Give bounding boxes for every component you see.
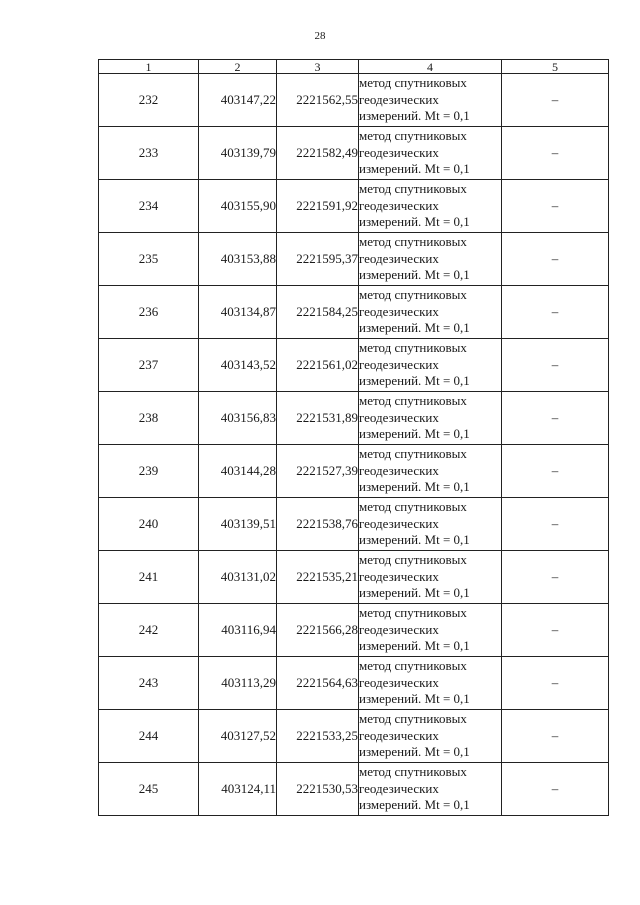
method-line: измерений. Mt = 0,1 bbox=[359, 691, 470, 707]
method-line: геодезических bbox=[359, 356, 439, 372]
method-line: геодезических bbox=[359, 674, 439, 690]
method-line: измерений. Mt = 0,1 bbox=[359, 479, 470, 495]
method-line: метод спутниковых bbox=[359, 287, 467, 303]
x-coordinate-cell: 403155,90 bbox=[199, 180, 277, 233]
x-coordinate-cell: 403143,52 bbox=[199, 339, 277, 392]
note-cell: – bbox=[502, 180, 609, 233]
table-row bbox=[99, 180, 609, 233]
method-cell bbox=[359, 763, 502, 816]
method-line: геодезических bbox=[359, 515, 439, 531]
method-line: геодезических bbox=[359, 91, 439, 107]
method-cell bbox=[359, 498, 502, 551]
note-cell: – bbox=[502, 445, 609, 498]
note-cell: – bbox=[502, 233, 609, 286]
method-line: измерений. Mt = 0,1 bbox=[359, 532, 470, 548]
y-coordinate-cell: 2221531,89 bbox=[277, 392, 359, 445]
method-cell bbox=[359, 710, 502, 763]
note-cell: – bbox=[502, 392, 609, 445]
table-row bbox=[99, 233, 609, 286]
note-cell: – bbox=[502, 339, 609, 392]
table-row bbox=[99, 498, 609, 551]
y-coordinate-cell: 2221530,53 bbox=[277, 763, 359, 816]
method-cell bbox=[359, 233, 502, 286]
note-cell: – bbox=[502, 498, 609, 551]
point-number-cell: 235 bbox=[99, 233, 199, 286]
y-coordinate-cell: 2221538,76 bbox=[277, 498, 359, 551]
y-coordinate-cell: 2221561,02 bbox=[277, 339, 359, 392]
point-number-cell: 241 bbox=[99, 551, 199, 604]
table-row bbox=[99, 392, 609, 445]
method-line: измерений. Mt = 0,1 bbox=[359, 797, 470, 813]
y-coordinate-cell: 2221595,37 bbox=[277, 233, 359, 286]
point-number-cell: 243 bbox=[99, 657, 199, 710]
y-coordinate-cell: 2221566,28 bbox=[277, 604, 359, 657]
y-coordinate-cell: 2221584,25 bbox=[277, 286, 359, 339]
note-cell: – bbox=[502, 710, 609, 763]
method-line: метод спутниковых bbox=[359, 605, 467, 621]
point-number-cell: 244 bbox=[99, 710, 199, 763]
method-line: геодезических bbox=[359, 727, 439, 743]
point-number-cell: 234 bbox=[99, 180, 199, 233]
method-line: метод спутниковых bbox=[359, 393, 467, 409]
method-cell bbox=[359, 604, 502, 657]
table-row bbox=[99, 657, 609, 710]
method-cell bbox=[359, 180, 502, 233]
method-line: метод спутниковых bbox=[359, 499, 467, 515]
header-row bbox=[99, 60, 609, 74]
method-line: измерений. Mt = 0,1 bbox=[359, 320, 470, 336]
x-coordinate-cell: 403124,11 bbox=[199, 763, 277, 816]
note-cell: – bbox=[502, 657, 609, 710]
x-coordinate-cell: 403116,94 bbox=[199, 604, 277, 657]
table-row bbox=[99, 604, 609, 657]
table-header bbox=[99, 60, 609, 74]
method-line: измерений. Mt = 0,1 bbox=[359, 108, 470, 124]
method-line: геодезических bbox=[359, 621, 439, 637]
point-number-cell: 233 bbox=[99, 127, 199, 180]
method-line: измерений. Mt = 0,1 bbox=[359, 638, 470, 654]
method-line: измерений. Mt = 0,1 bbox=[359, 373, 470, 389]
method-cell bbox=[359, 392, 502, 445]
method-line: геодезических bbox=[359, 197, 439, 213]
method-line: метод спутниковых bbox=[359, 181, 467, 197]
note-cell: – bbox=[502, 604, 609, 657]
note-cell: – bbox=[502, 551, 609, 604]
y-coordinate-cell: 2221582,49 bbox=[277, 127, 359, 180]
x-coordinate-cell: 403134,87 bbox=[199, 286, 277, 339]
header-col-3: 3 bbox=[277, 60, 359, 74]
point-number-cell: 237 bbox=[99, 339, 199, 392]
point-number-cell: 242 bbox=[99, 604, 199, 657]
page-number: 28 bbox=[314, 30, 326, 42]
x-coordinate-cell: 403127,52 bbox=[199, 710, 277, 763]
method-line: метод спутниковых bbox=[359, 446, 467, 462]
table-row bbox=[99, 445, 609, 498]
x-coordinate-cell: 403139,51 bbox=[199, 498, 277, 551]
method-line: геодезических bbox=[359, 303, 439, 319]
header-col-1: 1 bbox=[99, 60, 199, 74]
method-line: геодезических bbox=[359, 568, 439, 584]
x-coordinate-cell: 403113,29 bbox=[199, 657, 277, 710]
y-coordinate-cell: 2221562,55 bbox=[277, 74, 359, 127]
method-line: геодезических bbox=[359, 250, 439, 266]
point-number-cell: 245 bbox=[99, 763, 199, 816]
method-line: метод спутниковых bbox=[359, 340, 467, 356]
y-coordinate-cell: 2221527,39 bbox=[277, 445, 359, 498]
x-coordinate-cell: 403144,28 bbox=[199, 445, 277, 498]
method-line: геодезических bbox=[359, 462, 439, 478]
method-cell bbox=[359, 127, 502, 180]
method-line: метод спутниковых bbox=[359, 75, 467, 91]
method-cell bbox=[359, 551, 502, 604]
coordinates-table bbox=[98, 59, 609, 816]
table-row bbox=[99, 710, 609, 763]
point-number-cell: 236 bbox=[99, 286, 199, 339]
table-row bbox=[99, 339, 609, 392]
method-line: метод спутниковых bbox=[359, 711, 467, 727]
table-body bbox=[99, 74, 609, 816]
note-cell: – bbox=[502, 127, 609, 180]
y-coordinate-cell: 2221533,25 bbox=[277, 710, 359, 763]
method-line: измерений. Mt = 0,1 bbox=[359, 426, 470, 442]
method-cell bbox=[359, 74, 502, 127]
x-coordinate-cell: 403156,83 bbox=[199, 392, 277, 445]
method-line: измерений. Mt = 0,1 bbox=[359, 214, 470, 230]
table-row bbox=[99, 127, 609, 180]
table-row bbox=[99, 763, 609, 816]
x-coordinate-cell: 403139,79 bbox=[199, 127, 277, 180]
method-line: метод спутниковых bbox=[359, 764, 467, 780]
y-coordinate-cell: 2221591,92 bbox=[277, 180, 359, 233]
method-line: метод спутниковых bbox=[359, 234, 467, 250]
point-number-cell: 232 bbox=[99, 74, 199, 127]
header-col-4: 4 bbox=[359, 60, 502, 74]
y-coordinate-cell: 2221535,21 bbox=[277, 551, 359, 604]
method-line: измерений. Mt = 0,1 bbox=[359, 585, 470, 601]
x-coordinate-cell: 403147,22 bbox=[199, 74, 277, 127]
table-row bbox=[99, 551, 609, 604]
x-coordinate-cell: 403153,88 bbox=[199, 233, 277, 286]
method-cell bbox=[359, 657, 502, 710]
header-col-2: 2 bbox=[199, 60, 277, 74]
method-line: метод спутниковых bbox=[359, 658, 467, 674]
note-cell: – bbox=[502, 763, 609, 816]
method-line: метод спутниковых bbox=[359, 128, 467, 144]
table-row bbox=[99, 74, 609, 127]
method-cell bbox=[359, 286, 502, 339]
method-line: геодезических bbox=[359, 780, 439, 796]
note-cell: – bbox=[502, 74, 609, 127]
method-cell bbox=[359, 445, 502, 498]
point-number-cell: 240 bbox=[99, 498, 199, 551]
header-col-5: 5 bbox=[502, 60, 609, 74]
method-cell bbox=[359, 339, 502, 392]
note-cell: – bbox=[502, 286, 609, 339]
method-line: измерений. Mt = 0,1 bbox=[359, 161, 470, 177]
method-line: метод спутниковых bbox=[359, 552, 467, 568]
point-number-cell: 238 bbox=[99, 392, 199, 445]
method-line: измерений. Mt = 0,1 bbox=[359, 744, 470, 760]
table-row bbox=[99, 286, 609, 339]
method-line: геодезических bbox=[359, 409, 439, 425]
y-coordinate-cell: 2221564,63 bbox=[277, 657, 359, 710]
method-line: измерений. Mt = 0,1 bbox=[359, 267, 470, 283]
point-number-cell: 239 bbox=[99, 445, 199, 498]
x-coordinate-cell: 403131,02 bbox=[199, 551, 277, 604]
method-line: геодезических bbox=[359, 144, 439, 160]
